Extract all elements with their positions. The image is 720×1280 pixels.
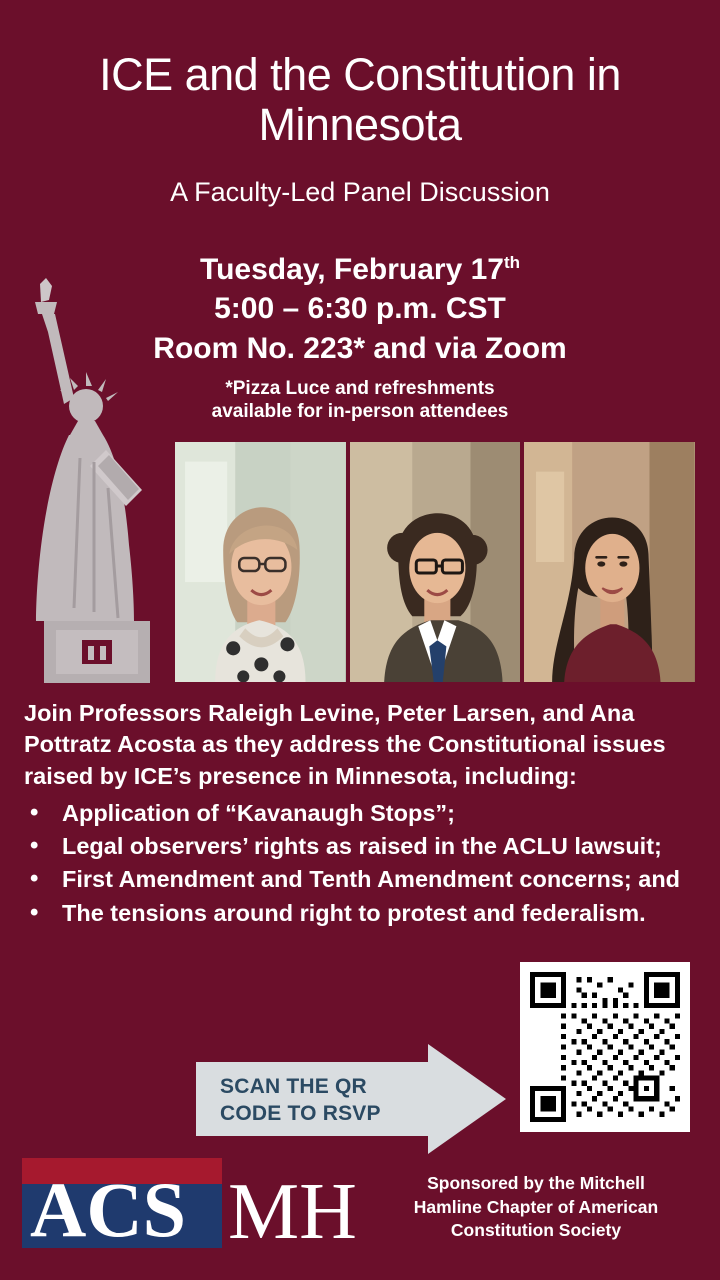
list-item: • The tensions around right to protest and federalism. (24, 898, 696, 929)
subtitle: A Faculty-Led Panel Discussion (170, 176, 550, 207)
panelist-photo-2 (350, 442, 521, 682)
date-ordinal: th (503, 252, 521, 272)
body-copy (24, 698, 696, 929)
qr-code[interactable] (520, 962, 690, 1132)
list-item: • Legal observers’ rights as raised in the ACLU lawsuit; (24, 831, 696, 862)
qr-callout-line2: CODE TO RSVP (220, 1101, 381, 1125)
event-time: 5:00 – 6:30 p.m. CST (214, 292, 506, 326)
intro-paragraph: Join Professors Raleigh Levine, Peter Larsen, and Ana Pottratz Acosta as they address the Constitutional issues raised by ICE’s presence in Minnesota, including: (24, 700, 666, 789)
acs-mh-logo (22, 1158, 392, 1248)
page-title: ICE and the Constitution in Minnesota (99, 49, 621, 151)
list-item: • Application of “Kavanaugh Stops”; (24, 798, 696, 829)
sponsor-line2: Hamline Chapter of American (413, 1196, 659, 1217)
event-footnote-line2: available for in-person attendees (211, 401, 509, 423)
sponsor-line1: Sponsored by the Mitchell (427, 1173, 645, 1193)
panelist-photos (175, 442, 695, 682)
qr-callout-arrow (196, 1044, 506, 1154)
event-footnote-line1: *Pizza Luce and refreshments (225, 377, 495, 399)
qr-callout-line1: SCAN THE QR (220, 1075, 367, 1098)
sponsor-line3: Constitution Society (450, 1220, 622, 1241)
panelist-photo-1 (175, 442, 346, 682)
bullet-list (24, 798, 696, 929)
qr-callout-text (220, 1074, 420, 1128)
logo-acs-text: ACS (30, 1166, 187, 1248)
statue-of-liberty-icon (8, 278, 183, 683)
logo-mh-text: MH (228, 1168, 357, 1248)
event-location: Room No. 223* and via Zoom (153, 331, 567, 365)
panelist-photo-3 (524, 442, 695, 682)
event-date: Tuesday, February 17th (199, 252, 521, 286)
list-item: • First Amendment and Tenth Amendment concerns; and (24, 864, 696, 895)
sponsor-text (386, 1172, 686, 1243)
qr-code-image[interactable] (530, 972, 680, 1122)
